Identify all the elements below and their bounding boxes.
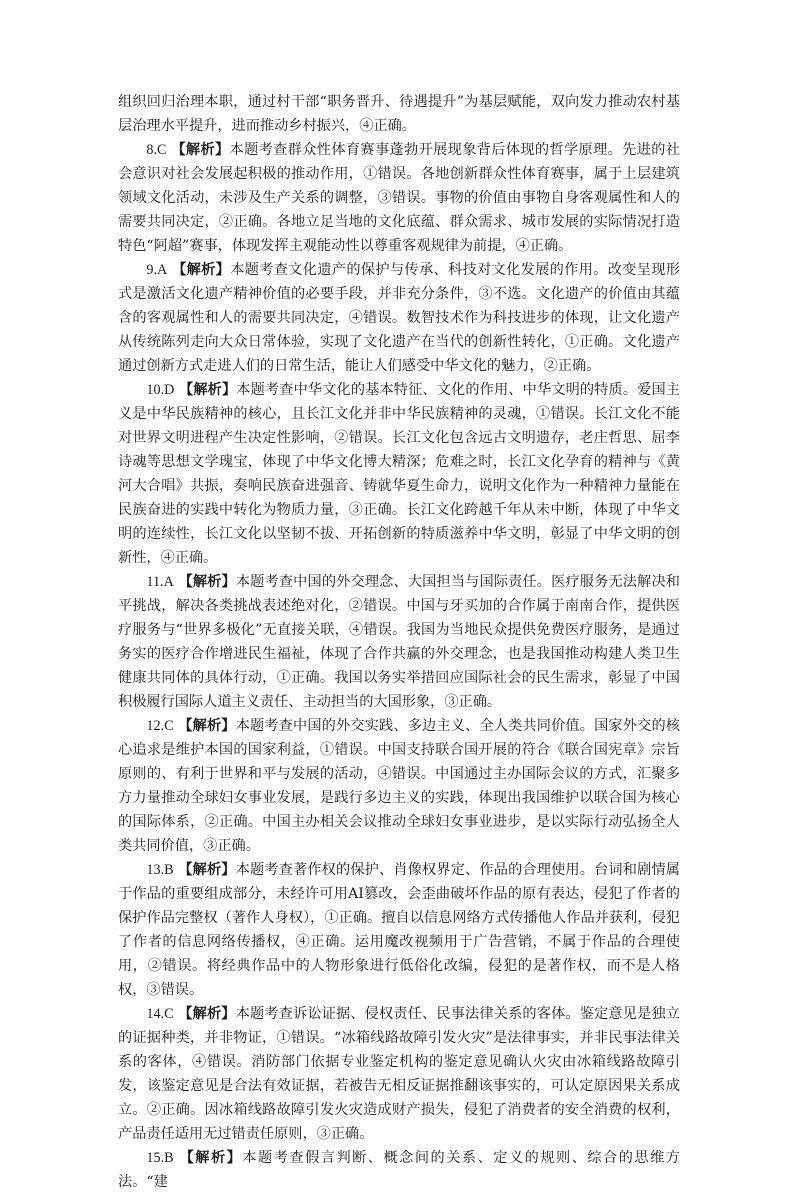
answer-paragraph-13 [118,858,680,1002]
answer-number: 8.C [146,142,167,158]
analysis-tag: 【解析】 [172,262,231,278]
analysis-tag: 【解析】 [179,1150,243,1166]
paragraph-text: 本题考查假言判断、概念间的关系、定义的规则、综合的思维方法。“建 [118,1150,680,1190]
analysis-tag: 【解析】 [178,718,236,734]
analysis-tag: 【解析】 [171,142,230,158]
answer-paragraph-8 [118,138,680,258]
answer-paragraph-12 [118,714,680,858]
document-page [118,90,680,1194]
answer-number: 14.C [146,1006,174,1022]
paragraph-text: 本题考查诉讼证据、侵权责任、民事法律关系的客体。鉴定意见是独立的证据种类，并非物证，①错误。“冰箱线路故障引发火灾”是法律事实，并非民事法律关系的客体，④错误。消防部门依据专业鉴定机构的鉴定意见确认火灾由冰箱线路故障引发，该鉴定意见是合法有效证据，若被告无相反证据推翻该事实的，可认定原因果关系成立。②正确。因冰箱线路故障引发火灾造成财产损失，侵犯了消费者的安全消费的权利，产品责任适用无过错责任原则，③正确。 [118,1006,680,1142]
paragraph-text: 本题考查群众性体育赛事蓬勃开展现象背后体现的哲学原理。先进的社会意识对社会发展起积极的推动作用，①错误。各地创新群众性体育赛事，属于上层建筑领域文化活动，未涉及生产关系的调整，③错误。事物的价值由事物自身客观属性和人的需要共同决定，②正确。各地立足当地的文化底蕴、群众需求、城市发展的实际情况打造特色“阿超”赛事，体现发挥主观能动性以尊重客观规律为前提，④正确。 [118,142,680,254]
analysis-tag: 【解析】 [178,862,236,878]
answer-number: 15.B [146,1150,174,1166]
answer-paragraph-14 [118,1002,680,1146]
paragraph-text: 本题考查中国的外交理念、大国担当与国际责任。医疗服务无法解决和平挑战，解决各类挑战表述绝对化，②错误。中国与牙买加的合作属于南南合作，提供医疗服务与“世界多极化”无直接关联，④错误。我国为当地民众提供免费医疗服务，是通过务实的医疗合作增进民生福祉，体现了合作共赢的外交理念，也是我国推动构建人类卫生健康共同体的具体行动，①正确。我国以务实举措回应国际社会的民生需求，彰显了中国积极履行国际人道主义责任、主动担当的大国形象，③正确。 [118,574,680,710]
answer-paragraph-9 [118,258,680,378]
paragraph-text: 本题考查著作权的保护、肖像权界定、作品的合理使用。台词和剧情属于作品的重要组成部分，未经许可用AI篡改，会歪曲破坏作品的原有表达，侵犯了作者的保护作品完整权（著作人身权），①正确。擅自以信息网络方式传播他人作品并获利，侵犯了作者的信息网络传播权，④正确。运用魔改视频用于广告营销，不属于作品的合理使用，②错误。将经典作品中的人物形象进行低俗化改编，侵犯的是著作权，而不是人格权，③错误。 [118,862,680,998]
answer-paragraph-10 [118,378,680,570]
analysis-tag: 【解析】 [178,574,236,590]
answer-paragraph-15 [118,1146,680,1194]
answer-number: 13.B [146,862,174,878]
paragraph-text: 本题考查文化遗产的保护与传承、科技对文化发展的作用。改变呈现形式是激活文化遗产精神价值的必要手段，并非充分条件，③不选。文化遗产的价值由其蕴含的客观属性和人的需要共同决定，④错误。数智技术作为科技进步的体现，让文化遗产从传统陈列走向大众日常体验，实现了文化遗产在当代的创新性转化，①正确。文化遗产通过创新方式走进人们的日常生活，能让人们感受中华文化的魅力，②正确。 [118,262,680,374]
answer-number: 10.D [146,382,175,398]
paragraph-continuation [118,90,680,138]
answer-paragraph-11 [118,570,680,714]
paragraph-text: 本题考查中国的外交实践、多边主义、全人类共同价值。国家外交的核心追求是维护本国的国家利益，①错误。中国支持联合国开展的符合《联合国宪章》宗旨原则的、有利于世界和平与发展的活动，④错误。中国通过主办国际会议的方式，汇聚多方力量推动全球妇女事业发展，是践行多边主义的实践，体现出我国维护以联合国为核心的国际体系，②正确。中国主办相关会议推动全球妇女事业进步，是以实际行动弘扬全人类共同价值，③正确。 [118,718,680,854]
analysis-tag: 【解析】 [179,382,237,398]
answer-number: 9.A [146,262,168,278]
paragraph-text: 组织回归治理本职，通过村干部“职务晋升、待遇提升”为基层赋能，双向发力推动农村基层治理水平提升，进而推动乡村振兴，④正确。 [118,94,680,134]
answer-number: 11.A [146,574,174,590]
analysis-tag: 【解析】 [178,1006,236,1022]
answer-number: 12.C [146,718,174,734]
paragraph-text: 本题考查中华文化的基本特征、文化的作用、中华文明的特质。爱国主义是中华民族精神的核心，且长江文化并非中华民族精神的灵魂，①错误。长江文化不能对世界文明进程产生决定性影响，②错误。长江文化包含远古文明遗存，老庄哲思、屈李诗魂等思想文学瑰宝，体现了中华文化博大精深；危难之时，长江文化孕育的精神与《黄河大合唱》共振，奏响民族奋进强音、铸就华夏生命力，说明文化作为一种精神力量能在民族奋进的实践中转化为物质力量，③正确。长江文化跨越千年从未中断，体现了中华文明的连续性，长江文化以坚韧不拔、开拓创新的特质滋养中华文明，彰显了中华文明的创新性，④正确。 [118,382,680,566]
